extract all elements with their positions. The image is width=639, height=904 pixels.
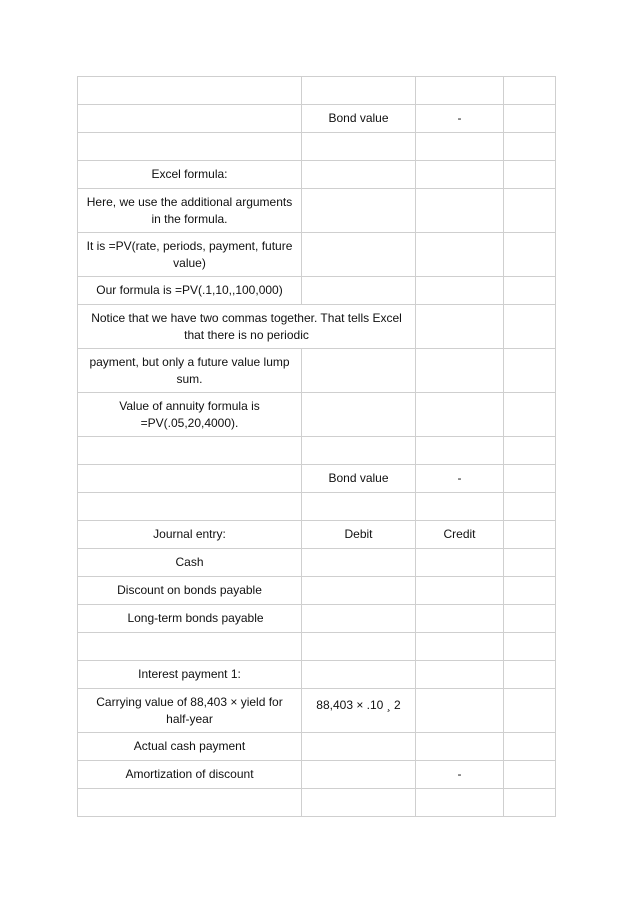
table-row: [78, 393, 556, 437]
table-cell: [504, 133, 556, 161]
table-cell: [416, 605, 504, 633]
credit-header: Credit: [416, 521, 504, 549]
table-cell: [504, 465, 556, 493]
table-cell: [302, 393, 416, 437]
interest-calculation: 88,403 × .10 ¸ 2: [302, 689, 416, 733]
table-cell: [78, 465, 302, 493]
formula-syntax-text: It is =PV(rate, periods, payment, future value): [78, 233, 302, 277]
table-row: [78, 437, 556, 465]
table-cell: [302, 349, 416, 393]
table-row: [78, 493, 556, 521]
table-cell: [416, 393, 504, 437]
table-row: [78, 577, 556, 605]
cash-payment-text: Actual cash payment: [78, 733, 302, 761]
table-cell: [78, 437, 302, 465]
table-cell: [504, 789, 556, 817]
table-cell: [416, 689, 504, 733]
worksheet-table: [77, 76, 556, 817]
account-name: Discount on bonds payable: [78, 577, 302, 605]
interest-payment-heading: Interest payment 1:: [78, 661, 302, 689]
table-cell: [504, 633, 556, 661]
table-row: [78, 305, 556, 349]
table-cell: [302, 77, 416, 105]
table-cell: [416, 233, 504, 277]
table-cell: [302, 761, 416, 789]
table-cell: [504, 661, 556, 689]
table-cell: [302, 189, 416, 233]
table-cell: [416, 661, 504, 689]
table-cell: [302, 549, 416, 577]
our-formula-text: Our formula is =PV(.1,10,,100,000): [78, 277, 302, 305]
table-cell: [504, 733, 556, 761]
table-cell: [302, 733, 416, 761]
table-cell: [416, 161, 504, 189]
journal-entry-heading: Journal entry:: [78, 521, 302, 549]
table-cell: [504, 161, 556, 189]
table-cell: [504, 493, 556, 521]
table-cell: [504, 521, 556, 549]
table-cell: [78, 789, 302, 817]
bond-value-amount: -: [416, 105, 504, 133]
table-cell: [78, 633, 302, 661]
debit-header: Debit: [302, 521, 416, 549]
table-cell: [416, 633, 504, 661]
table-cell: [504, 393, 556, 437]
table-cell: [504, 689, 556, 733]
table-cell: [302, 661, 416, 689]
table-cell: [302, 605, 416, 633]
table-cell: [416, 305, 504, 349]
table-cell: [78, 493, 302, 521]
table-cell: [302, 133, 416, 161]
bond-value-label: Bond value: [302, 465, 416, 493]
table-cell: [504, 549, 556, 577]
table-row: [78, 349, 556, 393]
table-cell: [302, 577, 416, 605]
table-row: [78, 549, 556, 577]
table-cell: [416, 549, 504, 577]
table-row: [78, 633, 556, 661]
table-row: [78, 605, 556, 633]
table-cell: [416, 189, 504, 233]
carrying-value-text: Carrying value of 88,403 × yield for half-year: [78, 689, 302, 733]
table-cell: [416, 349, 504, 393]
table-cell: [78, 105, 302, 133]
table-cell: [504, 233, 556, 277]
table-cell: [78, 77, 302, 105]
lump-sum-text: payment, but only a future value lump sum.: [78, 349, 302, 393]
table-cell: [302, 789, 416, 817]
table-cell: [416, 733, 504, 761]
excel-formula-heading: Excel formula:: [78, 161, 302, 189]
table-cell: [302, 633, 416, 661]
table-cell: [416, 77, 504, 105]
table-cell: [416, 789, 504, 817]
table-cell: [416, 493, 504, 521]
table-cell: [416, 437, 504, 465]
table-cell: [504, 189, 556, 233]
table-row: [78, 77, 556, 105]
table-row: [78, 521, 556, 549]
table-row: [78, 133, 556, 161]
table-row: [78, 277, 556, 305]
table-cell: [416, 277, 504, 305]
table-cell: [504, 277, 556, 305]
notice-text: Notice that we have two commas together. That tells Excel that there is no periodic: [78, 305, 416, 349]
table-row: [78, 733, 556, 761]
table-row: [78, 761, 556, 789]
table-row: [78, 105, 556, 133]
table-row: [78, 189, 556, 233]
table-cell: [504, 77, 556, 105]
table-cell: [302, 277, 416, 305]
table-cell: [504, 761, 556, 789]
table-cell: [504, 577, 556, 605]
table-cell: [302, 233, 416, 277]
table-cell: [504, 437, 556, 465]
table-cell: [504, 605, 556, 633]
table-cell: [504, 105, 556, 133]
table-cell: [416, 577, 504, 605]
amortization-amount: -: [416, 761, 504, 789]
annuity-formula-text: Value of annuity formula is =PV(.05,20,4000).: [78, 393, 302, 437]
table-cell: [302, 493, 416, 521]
table-cell: [504, 349, 556, 393]
table-cell: [504, 305, 556, 349]
amortization-text: Amortization of discount: [78, 761, 302, 789]
account-name: Cash: [78, 549, 302, 577]
table-cell: [78, 133, 302, 161]
table-row: [78, 465, 556, 493]
explanation-text: Here, we use the additional arguments in the formula.: [78, 189, 302, 233]
table-row: [78, 161, 556, 189]
table-cell: [416, 133, 504, 161]
table-cell: [302, 437, 416, 465]
table-cell: [302, 161, 416, 189]
table-row: [78, 789, 556, 817]
bond-value-amount: -: [416, 465, 504, 493]
table-row: [78, 689, 556, 733]
bond-value-label: Bond value: [302, 105, 416, 133]
account-name: Long-term bonds payable: [78, 605, 302, 633]
table-row: [78, 661, 556, 689]
table-row: [78, 233, 556, 277]
